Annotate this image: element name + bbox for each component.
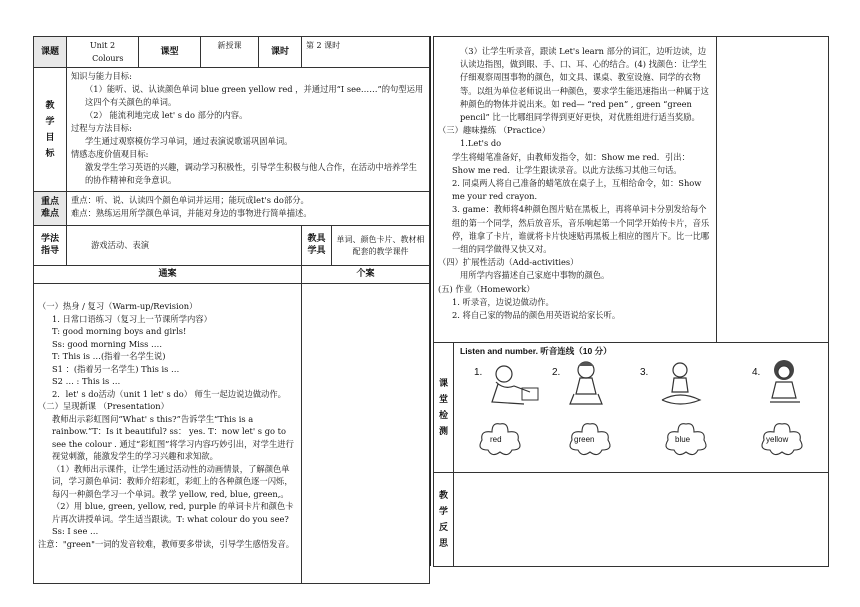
key-points-label — [34, 192, 67, 226]
type-label: 课型 — [139, 37, 201, 68]
classroom-check-label — [434, 343, 454, 473]
plan-line: S1 ：(指着另一名学生) This is … — [52, 363, 180, 374]
plan-line: 教师出示彩虹图问“What' s this?”告诉学生“This is a rainbow.”T：Is it beautiful? ss： yes. T：now let' s go to see the colour . 通过“彩虹图”将学习内容巧妙引出，对学生进行视觉刺激，能激发学生的学习兴趣和求知欲。 — [52, 413, 294, 461]
goals-line: （2） 能流利地完成 let' s do 部分的内容。 — [85, 110, 248, 120]
plan-line: 1.Let's do — [460, 138, 502, 149]
plan-line: 2．let' s do活动（unit 1 let' s do） 师生一起边说边做动作。 — [52, 388, 286, 399]
plan-line: 1. 听录音，边说边做动作。 — [452, 296, 554, 307]
classroom-check-title: Listen and number. 听音连线（10 分） — [460, 346, 612, 356]
plan-line: （3）让学生听录音，跟读 Let's learn 部分的词汇，边听边读，边认读边指图，做到眼、手、口、耳、心的结合。(4) 找颜色：让学生仔细观察周围事物的颜色，如文具、课桌、教室设施、同学的衣物等。以组为单位老师说出一种颜色，要求学生能迅速指出一种属于这种颜色的物体并说出来。如 red— “red pen” , green “green pencil” 比一比哪组同学得到更好更快，对优胜组进行适当奖励。 — [460, 46, 709, 123]
plan-line: 学生将蜡笔准备好，由教师发指令，如：Show me red．引出：Show me red．让学生跟读录音。以此方法练习其他三句话。 — [452, 151, 690, 175]
goals-line: 学生通过观察模仿学习单词，通过表演说歌谣巩固单词。 — [85, 136, 293, 146]
plan-line: (五) 作业（Homework） — [438, 283, 535, 294]
item-number: 1. — [474, 367, 483, 378]
goals-line: 过程与方法目标: — [71, 123, 132, 133]
period-value: 第 2 课时 — [302, 37, 430, 68]
plan-line: 注意："green"一词的发音较难，教师要多带读，引导学生感悟发音。 — [38, 538, 295, 549]
color-word-yellow: yellow — [766, 435, 789, 444]
color-word-blue: blue — [675, 435, 691, 444]
child-drawing-icon — [484, 362, 544, 410]
individual-plan-content-left — [302, 284, 430, 584]
plan-line: （四）扩展性活动（Add-activities） — [438, 257, 579, 268]
goals-line: （1）能听、说、认读颜色单词 blue green yellow red ，并通过用“I see……”的句型运用这四个有关颜色的单词。 — [85, 84, 424, 107]
plan-line: 2. 将自己家的物品的颜色用英语说给家长听。 — [452, 310, 621, 321]
goals-content — [67, 68, 430, 192]
plan-line: （2）用 blue, green, yellow, red, purple 的单词卡片和颜色卡片再次讲授单词。学生适当跟读。T: what colour do you see? Ss: I see … — [52, 501, 300, 536]
classroom-check-label-text: 课堂检测 — [438, 378, 448, 437]
goals-line: 激发学生学习英语的兴趣，调动学习积极性，引导学生积极与他人合作，在活动中培养学生的协作精神和竞争意识。 — [85, 162, 417, 185]
general-plan-content — [34, 284, 302, 584]
reflection-content — [454, 473, 829, 567]
key-point-text: 重点：听、说、认读四个颜色单词并运用；能玩成let's do部分。 — [71, 195, 309, 205]
color-word-green: green — [574, 435, 595, 444]
tools-label — [302, 226, 332, 266]
reflection-label — [434, 473, 454, 567]
lesson-plan-left-table — [33, 36, 430, 584]
item-number: 2. — [552, 367, 561, 378]
key-points-content — [67, 192, 430, 226]
item-number: 4. — [752, 367, 761, 378]
plan-continued-content — [434, 37, 717, 343]
lesson-plan-right-table — [433, 36, 829, 567]
plan-line: T: This is …(指着一名学生说) — [52, 351, 166, 361]
child-curly-hair-icon — [760, 358, 808, 412]
tools-label-text: 教具学具 — [307, 233, 326, 256]
plan-line: T: good morning boys and girls! — [52, 326, 187, 336]
general-plan-header: 通案 — [34, 266, 302, 284]
plan-line: Ss: good morning Miss …. — [52, 338, 162, 349]
plan-line: 2. 同桌两人将自己准备的蜡笔放在桌子上，互相给命令，如：Show me your red crayon． — [452, 178, 702, 202]
color-word-red: red — [490, 435, 502, 444]
classroom-check-content — [454, 343, 829, 473]
plan-line: 1. 日常口语练习（复习上一节课所学内容） — [52, 313, 212, 324]
methods-label-text: 学法指导 — [40, 233, 59, 256]
plan-line: （三）趣味操练 （Practice） — [438, 125, 550, 136]
plan-line: S2 … : This is … — [52, 376, 121, 386]
methods-label — [34, 226, 67, 266]
key-points-label-text: 重点难点 — [40, 196, 59, 219]
goals-label — [34, 68, 67, 192]
plan-line: （1）教师出示课件，让学生通过活动性的动画情景，了解颜色单词，学习颜色单词：教师介绍彩虹，彩虹上的各种颜色逐一闪烁，每闪一种颜色学习一个单词。教学 yellow, red, blue, green,。 — [52, 463, 293, 499]
type-value: 新授课 — [201, 37, 259, 68]
period-label: 课时 — [259, 37, 302, 68]
goals-line: 知识与能力目标: — [71, 71, 132, 81]
plan-line: （二）呈现新课 （Presentation） — [38, 401, 169, 411]
individual-plan-content-right — [717, 37, 829, 343]
topic-label: 课题 — [34, 37, 67, 68]
listen-number-exercise — [460, 358, 822, 466]
page-divider — [430, 36, 431, 566]
difficult-point-text: 难点：熟练运用所学颜色单词，并能对身边的事物进行简单描述。 — [71, 208, 312, 218]
methods-value: 游戏活动、表演 — [67, 226, 302, 266]
topic-value: Unit 2 Colours — [67, 37, 139, 68]
plan-line: 用所学内容描述自己家庭中事物的颜色。 — [460, 270, 610, 281]
child-crosslegged-icon — [656, 360, 706, 410]
goals-label-text: 教学目标 — [45, 100, 55, 159]
individual-plan-header: 个案 — [302, 266, 430, 284]
tools-value: 单词、颜色卡片、教材相配套的教学课件 — [332, 226, 430, 266]
goals-line: 情感态度价值观目标: — [71, 149, 149, 159]
plan-line: 3. game：教师将4种颜色图片贴在黑板上，再将单词卡分别发给每个组的第一个同学，然后放音乐，音乐响起第一个同学开始传卡片，音乐停，谁拿了卡片，谁就将卡片快速贴再黑板上相应的图片下。比一比哪一组的同学做得又快又对。 — [452, 204, 710, 255]
plan-line: （一）热身 / 复习（Warm-up/Revision） — [38, 301, 198, 311]
reflection-label-text: 教学反思 — [438, 490, 448, 549]
child-sitting-icon — [564, 358, 608, 410]
item-number: 3. — [640, 367, 649, 378]
